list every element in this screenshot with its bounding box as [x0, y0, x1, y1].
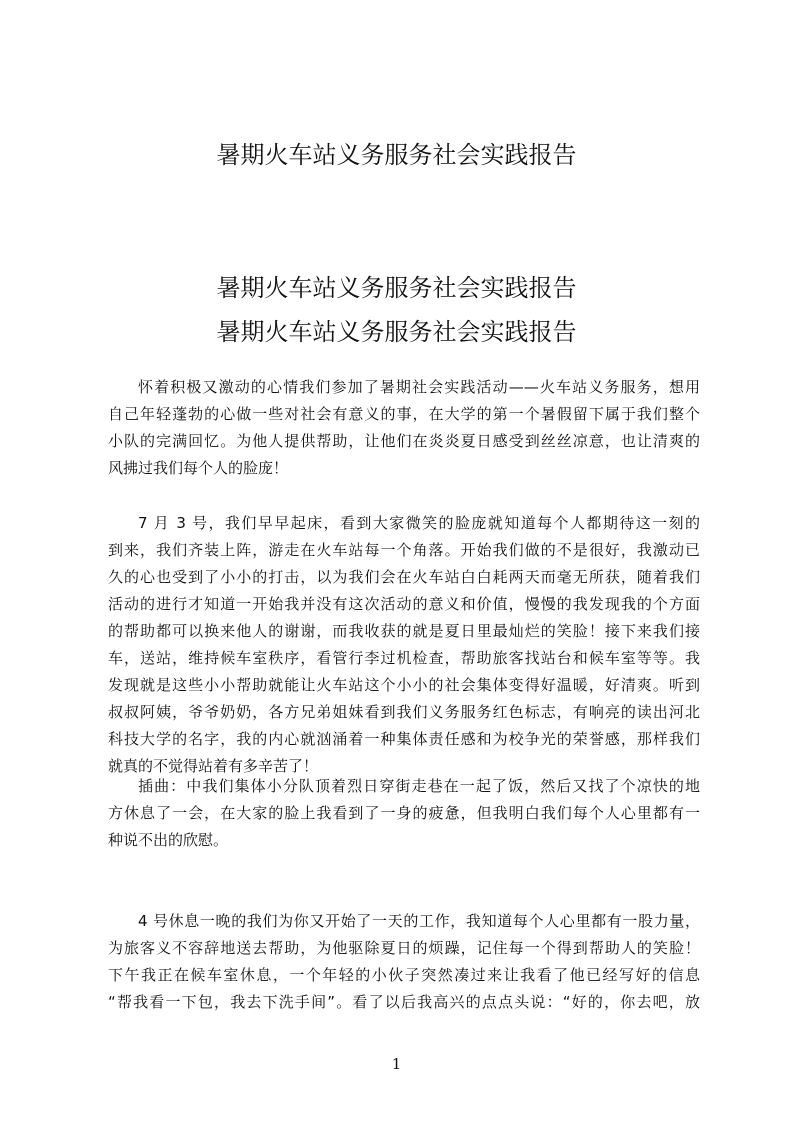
- text-line: 的帮助都可以换来他人的谢谢，而我收获的就是夏日里最灿烂的笑脸！接下来我们接: [108, 622, 700, 640]
- page-number: 1: [391, 1055, 402, 1073]
- text-line: 小队的完满回忆。为他人提供帮助，让他们在炎炎夏日感受到丝丝凉意，也让清爽的: [108, 432, 700, 450]
- paragraph: [108, 510, 700, 780]
- paragraph: [108, 908, 700, 1016]
- text-line: 插曲：中我们集体小分队顶着烈日穿街走巷在一起了饭，然后又找了个凉快的地: [138, 777, 700, 795]
- text-line: 科技大学的名字，我的内心就汹涌着一种集体责任感和为校争光的荣誉感，那样我们: [108, 730, 700, 748]
- text-line: 怀着积极又激动的心情我们参加了暑期社会实践活动——火车站义务服务，想用: [138, 378, 700, 396]
- text-line: 发现就是这些小小帮助就能让火车站这个小小的社会集体变得好温暖，好清爽。听到: [108, 676, 700, 694]
- paragraph: [108, 773, 700, 854]
- text-line: 方休息了一会，在大家的脸上我看到了一身的疲惫，但我明白我们每个人心里都有一: [108, 804, 700, 822]
- text-line: “帮我看一下包，我去下洗手间”。看了以后我高兴的点点头说：“好的，你去吧，放: [108, 993, 700, 1011]
- paragraph: [108, 374, 700, 482]
- text-line: 下午我正在候车室休息，一个年轻的小伙子突然凑过来让我看了他已经写好的信息: [108, 966, 700, 984]
- document-title: 暑期火车站义务服务社会实践报告: [216, 318, 577, 346]
- text-line: 种说不出的欣慰。: [108, 831, 229, 849]
- document-title: 暑期火车站义务服务社会实践报告: [216, 274, 577, 302]
- text-line: 久的心也受到了小小的打击，以为我们会在火车站白白耗两天而毫无所获，随着我们: [108, 568, 700, 586]
- text-line: 4 号休息一晚的我们为你又开始了一天的工作，我知道每个人心里都有一股力量，: [138, 912, 700, 930]
- text-line: 风拂过我们每个人的脸庞！: [108, 459, 289, 477]
- text-line: 为旅客义不容辞地送去帮助，为他驱除夏日的烦躁，记住每一个得到帮助人的笑脸！: [108, 939, 700, 957]
- text-line: 到来，我们齐装上阵，游走在火车站每一个角落。开始我们做的不是很好，我激动已: [108, 541, 700, 559]
- text-line: 自己年轻蓬勃的心做一些对社会有意义的事，在大学的第一个暑假留下属于我们整个: [108, 405, 700, 423]
- text-line: 活动的进行才知道一开始我并没有这次活动的意义和价值，慢慢的我发现我的个方面: [108, 595, 700, 613]
- text-line: 7 月 3 号，我们早早起床，看到大家微笑的脸庞就知道每个人都期待这一刻的: [138, 514, 700, 532]
- text-line: 车，送站，维持候车室秩序，看管行李过机检查，帮助旅客找站台和候车室等等。我: [108, 649, 700, 667]
- text-line: 就真的不觉得站着有多辛苦了！: [108, 757, 319, 775]
- text-line: 叔叔阿姨，爷爷奶奶，各方兄弟姐妹看到我们义务服务红色标志，有响亮的读出河北: [108, 703, 700, 721]
- document-title: 暑期火车站义务服务社会实践报告: [216, 141, 577, 169]
